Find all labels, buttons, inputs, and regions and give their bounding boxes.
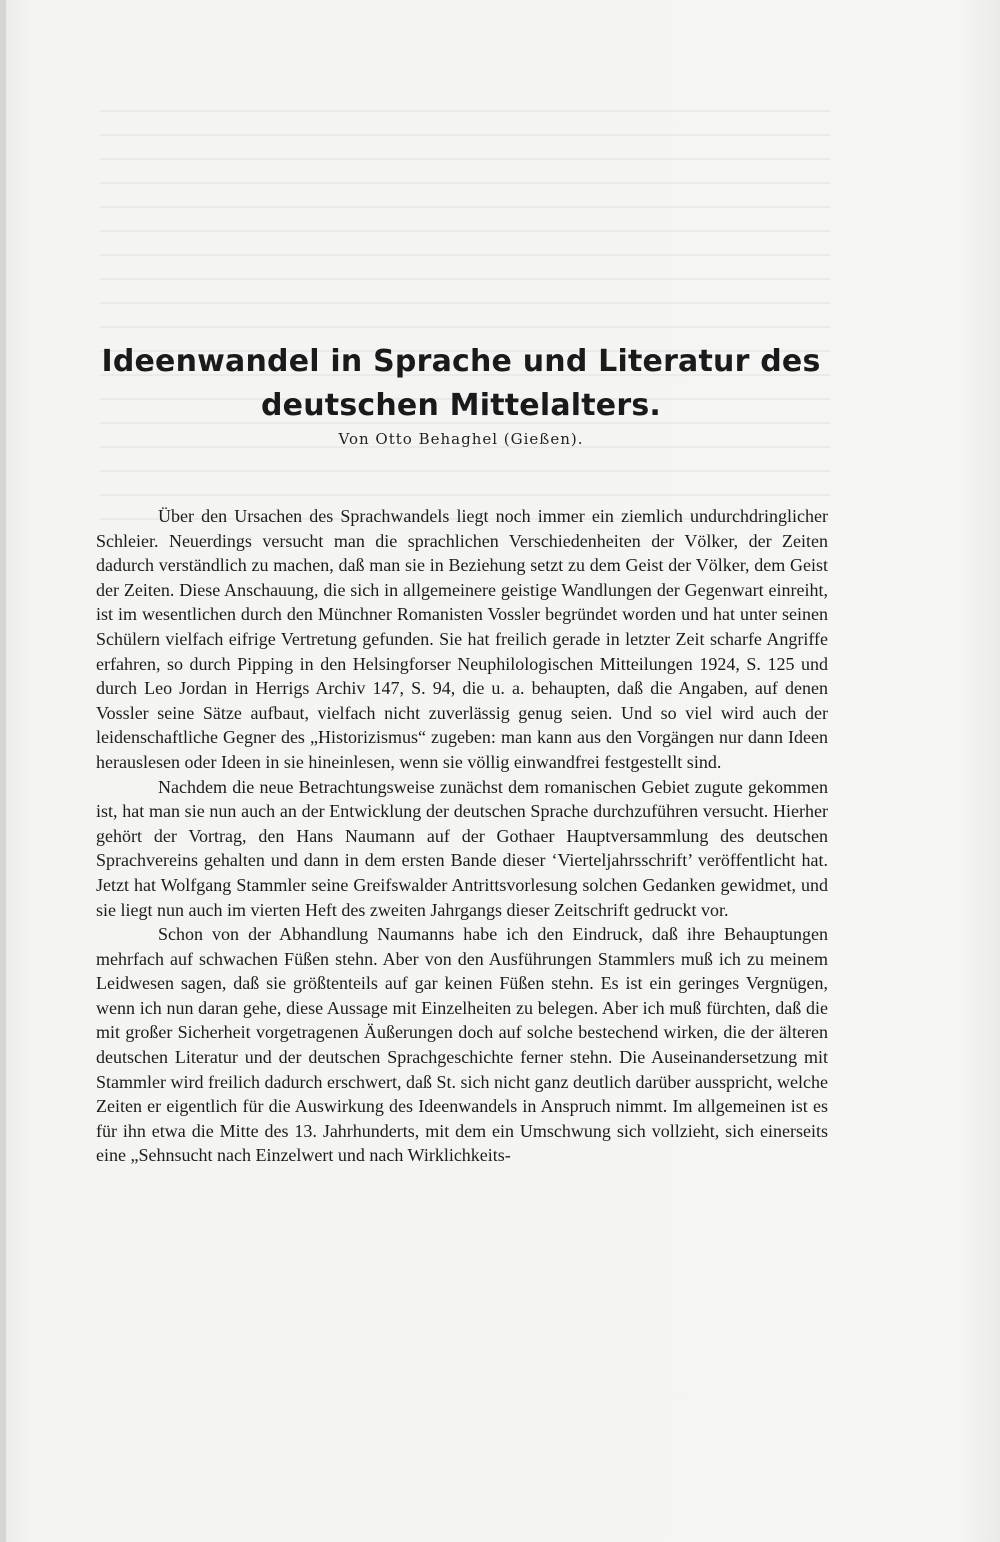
author-byline: Von Otto Behaghel (Gießen). xyxy=(338,430,584,448)
paragraph-2: Nachdem die neue Betrachtungsweise zunächst dem romanischen Gebiet zugute gekommen ist, hat man sie nun auch an der Entwicklung der deutschen Sprache durchzuführen versucht. Hierher gehört der Vortrag, den Hans Naumann auf der Gothaer Hauptversammlung des deutschen Sprachvereins gehalten und dann in dem ersten Bande dieser ‘Vierteljahrsschrift’ veröffentlicht hat. Jetzt hat Wolfgang Stammler seine Greifswalder Antrittsvorlesung solchen Gedanken gewidmet, und sie liegt nun auch im vierten Heft des zweiten Jahrgangs dieser Zeitschrift gedruckt vor. xyxy=(96,776,828,920)
article-body xyxy=(96,504,828,1168)
title-line-2: deutschen Mittelalters. xyxy=(261,388,661,423)
paragraph-3: Schon von der Abhandlung Naumanns habe ich den Eindruck, daß ihre Behauptungen mehrfach auf schwachen Füßen stehn. Aber von den Ausführungen Stammlers muß ich zu meinem Leidwesen sagen, daß sie größtenteils auf gar keinen Füßen stehn. Es ist ein geringes Vergnügen, wenn ich nun daran gehe, diese Aussage mit Einzelheiten zu belegen. Aber ich muß fürchten, daß die mit großer Sicherheit vorgetragenen Äußerungen doch auf solche bestechend wirken, die der älteren deutschen Literatur und der deutschen Sprachgeschichte ferner stehn. Die Auseinandersetzung mit Stammler wird freilich dadurch erschwert, daß St. sich nicht ganz deutlich darüber ausspricht, welche Zeiten er eigentlich für die Auswirkung des Ideenwandels in Anspruch nimmt. Im allgemeinen ist es für ihn etwa die Mitte des 13. Jahrhunderts, mit dem ein Umschwung sich vollzieht, sich einerseits eine „Sehnsucht nach Einzelwert und nach Wirklichkeits- xyxy=(96,924,828,1166)
reverse-side-bleed-through xyxy=(100,110,830,530)
article-title xyxy=(96,340,826,428)
page-edge-shadow xyxy=(0,0,6,1542)
paragraph-1: Über den Ursachen des Sprachwandels liegt noch immer ein ziemlich undurchdringlicher Schleier. Neuerdings versucht man die sprachlichen Verschiedenheiten der Völker, der Zeiten dadurch verständlich zu machen, daß man sie in Beziehung setzt zu dem Geist der Völker, dem Geist der Zeiten. Diese Anschauung, die sich in allgemeinere geistige Wandlungen der Gegenwart einreiht, ist im wesentlichen durch den Münchner Romanisten Vossler begründet worden und hat unter seinen Schülern vielfach eifrige Vertretung gefunden. Sie hat freilich gerade in letzter Zeit scharfe Angriffe erfahren, so durch Pipping in den Helsingforser Neuphilologischen Mitteilungen 1924, S. 125 und durch Leo Jordan in Herrigs Archiv 147, S. 94, die u. a. behaupten, daß die Angaben, auf denen Vossler seine Sätze aufbaut, vielfach nicht zuverlässig genug seien. Und so viel wird auch der leidenschaftliche Gegner des „Historizismus“ zugeben: man kann aus den Vorgängen nur dann Ideen herauslesen oder Ideen in sie hineinlesen, wenn sie völlig einwandfrei festgestellt sind. xyxy=(96,506,828,772)
title-line-1: Ideenwandel in Sprache und Literatur des xyxy=(101,344,821,379)
